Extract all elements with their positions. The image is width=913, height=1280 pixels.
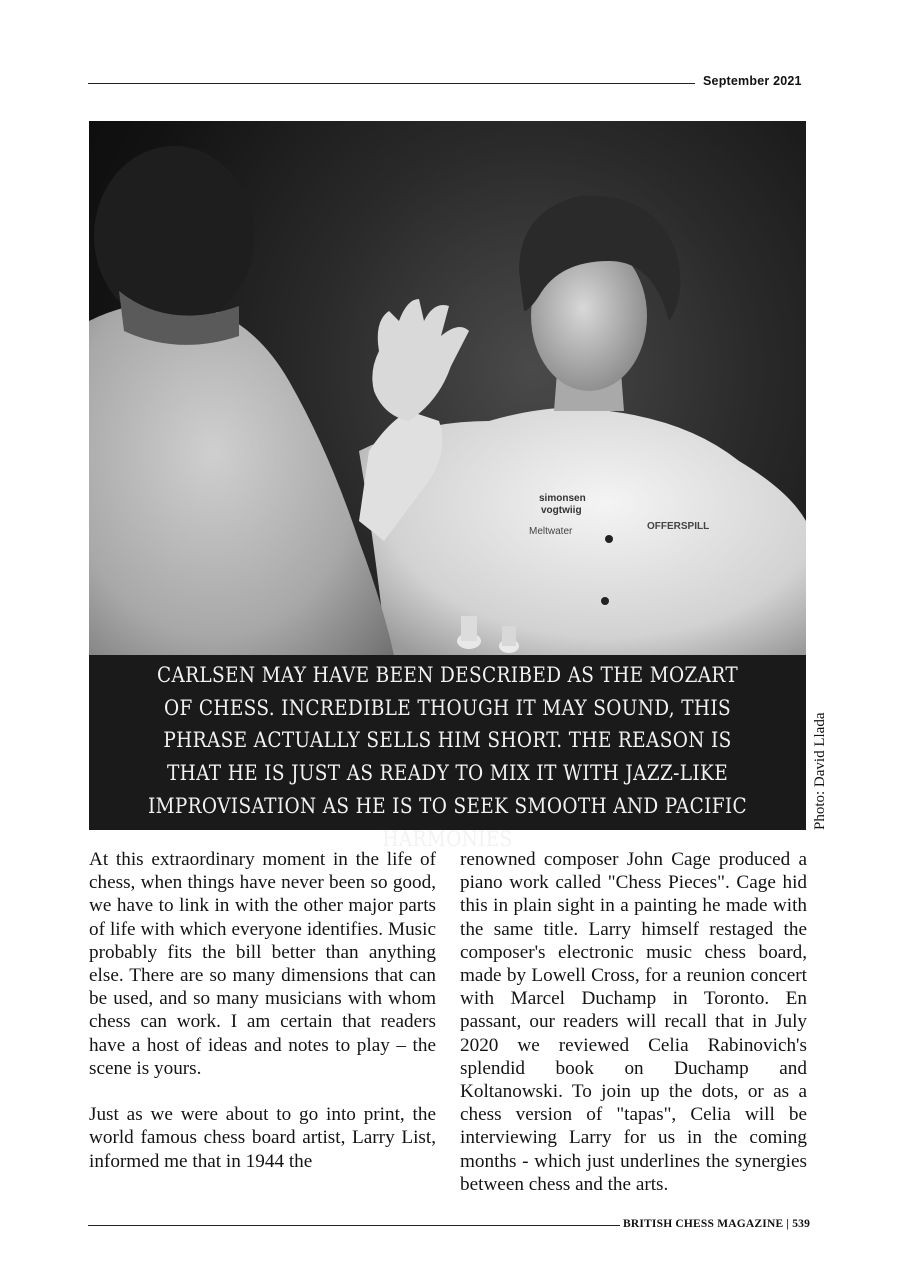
sponsor-logo-2: Meltwater	[529, 526, 573, 537]
right-player-hand	[372, 299, 469, 421]
photo-caption: CARLSEN MAY HAVE BEEN DESCRIBED AS THE MOZART OF CHESS. INCREDIBLE THOUGH IT MAY SOUND, THIS PHRASE ACTUALLY SELLS HIM SHORT. THE REASON IS THAT HE IS JUST AS READY TO MIX IT WITH JAZZ-LIKE IMPROVISATION AS HE IS TO SEEK SMOOTH AND PACIFIC HARMONIES	[147, 663, 748, 852]
sponsor-logo-3: OFFERSPILL	[647, 521, 710, 532]
sponsor-logo-1: simonsen	[539, 493, 586, 504]
sponsor-logo-1b: vogtwiig	[541, 505, 582, 516]
article-column-left	[89, 848, 436, 1173]
paragraph: renowned composer John Cage produced a piano work called "Chess Pieces". Cage hid this in plain sight in a painting he made with the same title. Larry himself restaged the composer's electronic music chess board, made by Lowell Cross, for a reunion concert with Marcel Duchamp in Toronto. En passant, our readers will recall that in July 2020 we reviewed Celia Rabinovich's splendid book on Duchamp and Koltanowski. To join up the dots, or as a chess version of "tapas", Celia will be interviewing Larry for us in the coming months - which just underlines the synergies between chess and the arts.	[460, 849, 807, 1195]
article-column-right	[460, 848, 807, 1196]
issue-date: September 2021	[703, 74, 802, 88]
footer-page-number: BRITISH CHESS MAGAZINE | 539	[623, 1218, 811, 1230]
paragraph: At this extraordinary moment in the life of chess, when things have never been so good, we have to link in with the other major parts of life with which everyone identifies. Music probably fits the bill better than anything else. There are so many dimensions that can be used, and so many musicians with whom chess can work. I am certain that readers have a host of ideas and notes to play – the scene is yours.	[89, 849, 436, 1079]
header-rule	[88, 83, 695, 84]
photo-credit: Photo: David Llada	[812, 712, 828, 830]
left-player-shirt	[89, 301, 399, 681]
photo	[89, 121, 806, 852]
footer-rule	[88, 1225, 620, 1226]
left-player-head	[94, 146, 254, 326]
paragraph: Just as we were about to go into print, the world famous chess board artist, Larry List, informed me that in 1944 the	[89, 1104, 436, 1172]
